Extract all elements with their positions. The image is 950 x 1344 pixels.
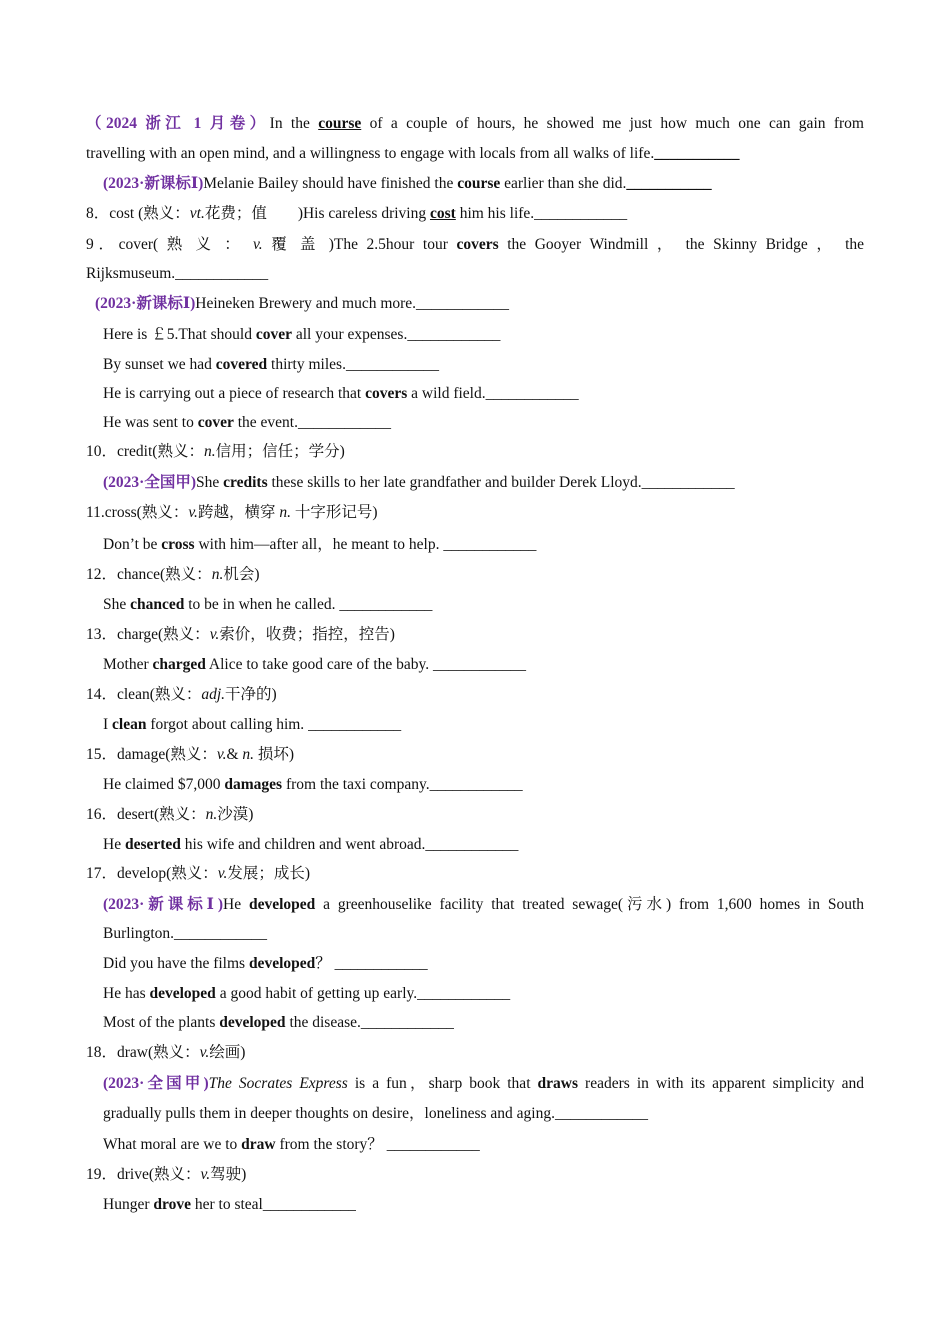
- sentence-line: Most of the plants developed the disease.____________: [103, 1014, 454, 1031]
- target-word: developed: [248, 896, 316, 913]
- answer-blank[interactable]: ____________: [386, 1136, 480, 1153]
- answer-blank[interactable]: ____________: [416, 295, 510, 312]
- answer-blank[interactable]: ____________: [345, 356, 439, 373]
- sentence-line: Mother charged Alice to take good care of the baby. ____________: [103, 656, 527, 673]
- target-word: drove: [153, 1196, 191, 1213]
- source-tag: (2023·全国甲): [103, 474, 196, 491]
- answer-blank[interactable]: ____________: [555, 1105, 648, 1122]
- sentence-line: He deserted his wife and children and went abroad.____________: [103, 836, 519, 853]
- word-heading: 13．charge(熟义：v.索价，收费；指控，控告): [86, 626, 395, 643]
- target-word: credits: [223, 474, 268, 491]
- source-tag: (2023·新课标Ⅰ): [103, 175, 204, 192]
- word-heading: 19．drive(熟义：v.驾驶): [86, 1166, 247, 1183]
- target-word: developed: [149, 985, 216, 1002]
- word-heading: 11.cross(熟义：v.跨越，横穿 n. 十字形记号): [86, 504, 378, 521]
- target-word: deserted: [124, 836, 181, 853]
- sentence-line: He claimed $7,000 damages from the taxi company.____________: [103, 776, 523, 793]
- target-word: cost: [429, 205, 456, 222]
- answer-blank[interactable]: ____________: [429, 776, 523, 793]
- target-word: course: [457, 175, 501, 192]
- sentence-line: Here is ￡5.That should cover all your expenses.____________: [103, 326, 501, 343]
- source-tag: (2023·新课标Ⅰ): [103, 896, 224, 913]
- answer-blank[interactable]: ____________: [417, 985, 511, 1002]
- answer-blank[interactable]: ____________: [485, 385, 579, 402]
- sentence-line: （2024 浙江 1 月卷）In the course of a couple of hours, he showed me just how much one can gain from: [86, 115, 864, 132]
- sentence-line: Did you have the films developed？ ____________: [103, 955, 428, 972]
- sentence-line: gradually pulls them in deeper thoughts on desire，loneliness and aging.____________: [103, 1105, 648, 1122]
- answer-blank[interactable]: ____________: [425, 836, 519, 853]
- target-word: developed: [219, 1014, 286, 1031]
- target-word: damages: [224, 776, 283, 793]
- sentence-line: Don’t be cross with him—after all，he meant to help. ____________: [103, 536, 537, 553]
- word-heading: 12．chance(熟义：n.机会): [86, 566, 260, 583]
- word-heading: 8．cost (熟义：vt.花费；值 )His careless driving cost him his life.____________: [86, 205, 628, 222]
- answer-blank[interactable]: ____________: [297, 414, 391, 431]
- answer-blank[interactable]: ____________: [407, 326, 501, 343]
- word-heading: 14．clean(熟义：adj.干净的): [86, 686, 277, 703]
- answer-blank[interactable]: ____________: [534, 205, 628, 222]
- source-tag: (2023·全国甲): [103, 1075, 209, 1092]
- target-word: covered: [215, 356, 268, 373]
- sentence-line: She chanced to be in when he called. ____________: [103, 596, 433, 613]
- target-word: cover: [255, 326, 292, 343]
- target-word: charged: [152, 656, 206, 673]
- answer-blank[interactable]: ____________: [174, 925, 268, 942]
- word-heading: 10．credit(熟义：n.信用；信任；学分): [86, 443, 345, 460]
- sentence-line: What moral are we to draw from the story？ ____________: [103, 1136, 480, 1153]
- word-heading: 17．develop(熟义：v.发展；成长): [86, 865, 311, 882]
- sentence-line: Rijksmuseum.____________: [86, 265, 269, 282]
- target-word: clean: [112, 716, 147, 733]
- word-heading: 18．draw(熟义：v.绘画): [86, 1044, 246, 1061]
- target-word: chanced: [130, 596, 185, 613]
- target-word: draw: [241, 1136, 276, 1153]
- word-heading: 16．desert(熟义：n.沙漠): [86, 806, 254, 823]
- answer-blank[interactable]: ____________: [262, 1196, 356, 1213]
- target-word: cover: [197, 414, 234, 431]
- answer-blank[interactable]: ____________: [339, 596, 433, 613]
- answer-blank[interactable]: ____________: [443, 536, 537, 553]
- target-word: course: [318, 115, 362, 132]
- target-word: cross: [161, 536, 195, 553]
- target-word: covers: [365, 385, 408, 402]
- sentence-line: He has developed a good habit of getting up early.____________: [103, 985, 511, 1002]
- sentence-line: travelling with an open mind, and a willingness to engage with locals from all walks of life.___________: [86, 145, 740, 162]
- word-heading: 9．cover( 熟 义 ： v. 覆 盖 )The 2.5hour tour covers the Gooyer Windmill ， the Skinny Bridge ， the: [86, 236, 865, 253]
- answer-blank[interactable]: ____________: [360, 1014, 454, 1031]
- answer-blank[interactable]: ____________: [641, 474, 735, 491]
- sentence-line: (2023·新课标Ⅰ)Heineken Brewery and much more.____________: [95, 295, 510, 312]
- sentence-line: Burlington.____________: [103, 925, 268, 942]
- sentence-line: I clean forgot about calling him. ____________: [103, 716, 402, 733]
- sentence-line: (2023·新课标Ⅰ)He developed a greenhouselike facility that treated sewage(污水) from 1,600 homes in South: [103, 896, 864, 913]
- sentence-line: He was sent to cover the event.____________: [103, 414, 391, 431]
- sentence-line: (2023·新课标Ⅰ)Melanie Bailey should have finished the course earlier than she did.___________: [103, 175, 712, 192]
- answer-blank[interactable]: ____________: [433, 656, 527, 673]
- answer-blank[interactable]: ____________: [175, 265, 269, 282]
- sentence-line: He is carrying out a piece of research that covers a wild field.____________: [103, 385, 579, 402]
- answer-blank[interactable]: ____________: [308, 716, 402, 733]
- sentence-line: (2023·全国甲)She credits these skills to her late grandfather and builder Derek Lloyd.____________: [103, 474, 735, 491]
- target-word: covers: [456, 236, 499, 253]
- answer-blank[interactable]: ___________: [654, 145, 740, 162]
- target-word: developed: [248, 955, 316, 972]
- source-tag: (2023·新课标Ⅰ): [95, 295, 196, 312]
- source-tag: （2024 浙江 1 月卷）: [86, 115, 270, 132]
- sentence-line: (2023·全国甲)The Socrates Express is a fun，sharp book that draws readers in with its apparent simplicity and: [103, 1075, 864, 1092]
- target-word: draws: [537, 1075, 579, 1092]
- answer-blank[interactable]: ___________: [626, 175, 712, 192]
- sentence-line: Hunger drove her to steal____________: [103, 1196, 356, 1213]
- sentence-line: By sunset we had covered thirty miles.____________: [103, 356, 439, 373]
- answer-blank[interactable]: ____________: [334, 955, 428, 972]
- word-heading: 15．damage(熟义：v.& n. 损坏): [86, 746, 295, 763]
